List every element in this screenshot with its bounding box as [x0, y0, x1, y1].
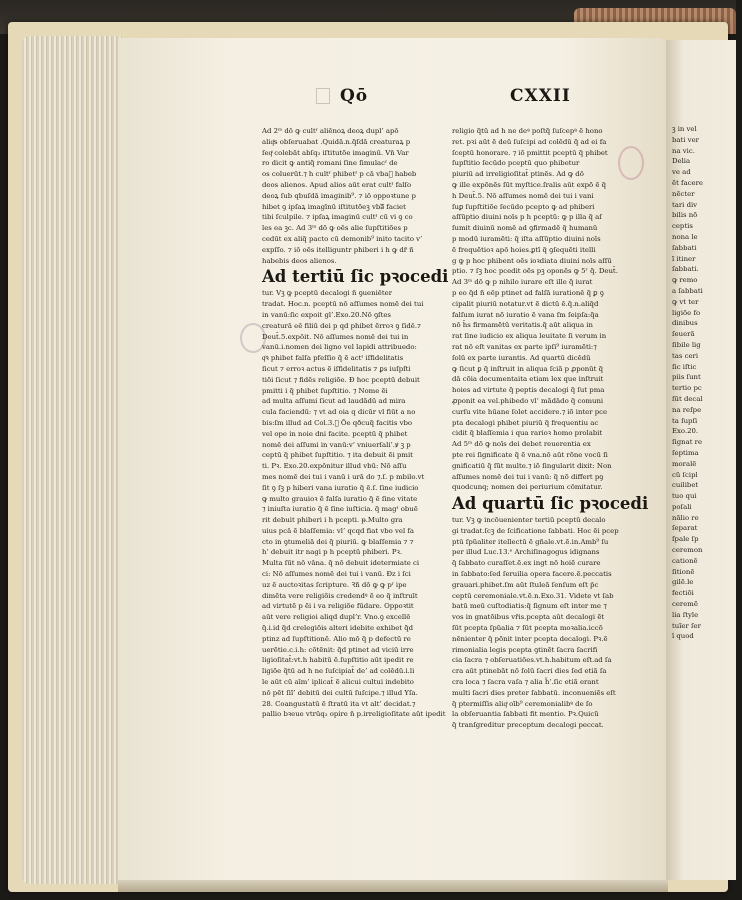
text-line: per illud Luc.13.ᵉ Archiſinagogus idignans	[452, 548, 600, 557]
text-line: Ad 2ᵐ dō ꝙ cultˀ aliēnoꝝ deoꝝ dupl’ apō	[262, 127, 399, 135]
text-line: ſceptū honorare. ⁊ iõ pmittit pceptū q̃ phibet	[452, 148, 608, 157]
text-line: cipalit piuriū notatur.vt ẽ dictū ẽ.q̃.n.aliq̃d	[452, 299, 599, 308]
text-line: os coluerūt.⁊ h cultˀ phibetˀ p cā vbaᷓ habeb	[262, 170, 417, 179]
text-line: h’ debuit itr nagi p h pceptū phiberi. Pꝛ.	[262, 548, 403, 557]
text-line: p eo q̃d ñ eēp ptinet ad falſā iurationē q̃ ꝑ ꝯ	[452, 288, 604, 297]
text-line: quodcunq; nomen dei periurium cōmitatur.	[452, 483, 603, 492]
page-fore-edge	[22, 36, 122, 884]
text-line: tuĩer ſer	[672, 621, 701, 630]
text-line: ligiõe fo	[672, 308, 701, 317]
text-line: nomē dei aſſumi in vanū:v’ vniuerſali’.ꝟ ꝫ p	[262, 440, 411, 449]
text-line: ret. pꝛi aūt ẽ deū ſuſcipi ad colēdū q̃ ad ei fa	[452, 137, 607, 146]
text-line: ad multa aſſumi ſicut ad laudãdū ad mira	[262, 397, 406, 406]
text-line: rimonialia legis pcepta ꝯtinẽt ſacra ſacrifi	[452, 645, 598, 654]
text-line: cra loca ⁊ ſacra vaſa ⁊ alia h̃’.ſic etiã erant	[452, 678, 599, 687]
text-line: fectiõi	[672, 589, 694, 598]
text-line: moralẽ	[672, 459, 697, 468]
text-line: Exo.20.	[672, 427, 699, 436]
text-line: nẽnienter q̃ põnit inter pcepta decalogi. Pꝛ.ẽ	[452, 634, 608, 643]
text-line: ĩ itiner	[672, 254, 696, 263]
left-column-lines-b	[262, 288, 446, 720]
text-line: ſupſtitio ſecūdo pceptū quo phibetur	[452, 159, 580, 168]
text-line: Delia	[672, 157, 691, 166]
text-line: ꝫ in vel	[672, 125, 697, 133]
text-line: q̃ ptermiſſis aliqͦ oīb⁹ ceremonialibꝰ de ſo	[452, 699, 593, 708]
text-line: bis:ſm illud ad Col.3.ᷓ Ōe qðcuq̃ facitis vbo	[262, 418, 413, 427]
text-line: g ꝙ p hoc phibent oẽs ioꝛdiata diuini noīs aſſū	[452, 256, 612, 265]
text-line: dimẽta vere religiõis credendꝰ ẽ eo q̃ inſtruīt	[262, 591, 418, 600]
text-line: nona le	[672, 232, 698, 241]
text-line: tuo qui	[672, 492, 697, 501]
text-line: dā cõia documentaita etiam lex que inſtruit	[452, 375, 604, 384]
text-line: tibi ſculpile. ⁊ ipſaꝝ imaginū cultˀ cū vi ꝯ co	[262, 213, 413, 222]
right-column-lines-b	[452, 515, 630, 731]
text-line: ſūt decal	[672, 394, 703, 403]
text-line: aliqͦs obſeruabat .Quidā.n.q̃ſdā creaturaꝝ p	[262, 137, 411, 146]
text-line: tur. Vꝫ ꝙ incõuenienter tertiū pceptū decalo	[452, 516, 606, 525]
text-line: vel ope in noie dni facite. pceptū q̃ phibet	[262, 429, 408, 438]
text-line: vos in gnatõibus vr̄is.pcepta aūt decalogi ẽt	[452, 613, 605, 622]
text-line: le aūt cū aīm’ iplicat̄ ẽ alicui cultui indebito	[262, 678, 414, 687]
text-line: tiõi ſicut ⁊ fidẽs religiõe. Ɖ hoc pceptū debuit	[262, 375, 420, 384]
text-line: nō h̄s firmamẽtū veritatis.q̃ aūt aliqua in	[452, 321, 593, 330]
text-line: creaturā eē filiū dei p qd phibet ẽrroꝛ ꝯ ſidē.⁊	[262, 321, 421, 330]
text-line: habebis deos alienos.	[262, 256, 337, 265]
text-line: vanū.i.nomen dei ligno vel lapidi attribuedo:	[262, 343, 417, 352]
text-line: hibet ꝯ ipſaꝝ imagīnū iſtitutõeꝫ vbaᷓ faciet	[262, 202, 406, 211]
text-line: ſabbati.	[672, 265, 699, 274]
text-line: ti. Pꝛ. Exo.20.expōnitur illud vbū: Nō aſſu	[262, 462, 407, 471]
text-line: tertio pc	[672, 384, 702, 393]
text-line: ꝙ ille expõnẽs ſūt myſtice.ſralis aūt expõ ẽ q̃	[452, 180, 607, 189]
text-line: ve ad	[672, 168, 691, 177]
text-line: cula faciendū: ⁊ vt ad oia q dicūr vl fiūt a no	[262, 408, 416, 417]
text-line: rit debuit phiberi i h pcepti. ᵽ.Multo gra	[262, 516, 403, 525]
text-line: piuriū ad irreligioſitat̄ ptinẽs. Ad ꝙ dō	[452, 170, 584, 179]
text-line: falſum iurat nõ iuratio ẽ vana ſm ſeipſa:q̃a	[452, 310, 599, 319]
section-heading-quartum: Ad quartū ſic pꝛocedi	[452, 494, 649, 514]
text-line: ſibile lig	[672, 340, 701, 349]
text-line: bilis nõ	[672, 211, 698, 220]
text-line: ſeptima	[672, 448, 699, 457]
text-line: deos alienos. Apud alios aūt erat cultˀ falſo	[262, 180, 412, 189]
text-line: bati ver	[672, 135, 699, 144]
text-line: cia ſacra ⁊ obſeruatiões.vt.h.habitum eſt.ad ſa	[452, 656, 612, 665]
text-line: nō pẽt ſiĩ’ debitū dei cultū ſuſcipe.⁊ illud Yſa.	[262, 688, 418, 697]
text-line: ſeqͦ colebāt abſq₃ iſtitutõe imaginū. Vn̄ Var	[262, 148, 409, 157]
text-line: ci: Nō aſſumes nomē dei tui i vanū. Ɖz i ſci	[262, 570, 411, 579]
text-line: ẽt facere	[672, 178, 704, 187]
text-line: grauari.phibet.ſm aūt ſtuleã ſenſum eſt p̄c	[452, 580, 599, 589]
text-line: ī quod	[672, 632, 694, 641]
text-line: aſſumes nomē dei tui i vanū: q̃ nõ differt pꝯ	[452, 472, 604, 481]
text-line: dinibus	[672, 319, 698, 328]
text-line: tari div	[672, 200, 698, 209]
text-line: ſit ꝯ ſꝫ p hiberi vana iuratio q̃ ẽ.ſ. ſine iudicio	[262, 483, 419, 492]
text-line: ꝙ vt ter	[672, 297, 699, 306]
text-line: cedūt ex aliq̃ pacto cū demonib⁹ inito tacito v’	[262, 234, 423, 243]
text-line: ſeuerã	[672, 330, 695, 339]
right-text-column	[452, 126, 649, 730]
text-line: Deut̄.5.expōit. Nō aſſumes nomē dei tui in	[262, 332, 409, 341]
text-line: hoies ad virtute q̃ peptis decalogi q̃ ſut pma	[452, 386, 605, 395]
text-line: ceptis	[672, 222, 693, 231]
text-line: nẽcter	[672, 189, 695, 198]
text-line: tur. Vꝫ ꝙ pceptū decalogi ñ ꝯueniēter	[262, 289, 392, 298]
folio-number: CXXII	[510, 86, 571, 106]
right-column-lines-a	[452, 126, 630, 493]
text-line: ſeparat	[672, 524, 698, 533]
page-bottom-edge	[118, 880, 668, 892]
text-line: ꝙ remo	[672, 276, 698, 285]
text-line: ꝙ ſicut ꝑ q̃ inſtruit in aliqua ſciã p ꝓponūt q̃	[452, 364, 603, 373]
text-line: gilẽ.le	[672, 578, 694, 587]
text-line: ceremẽ	[672, 600, 698, 609]
text-line: ligiõe q̃tū ad h ne ſuſcipiat̄ de’ ad colēdū.i.li	[262, 667, 415, 676]
text-line: ſitionẽ	[672, 567, 695, 576]
text-line: in ſabbato:ſed ſeruilia opera facere.ẽ.peccatis	[452, 570, 612, 579]
text-line: expſſo. ⁊ iō oēs itelliguntr phiberi i h ꝙ dr̄ ñ	[262, 245, 414, 254]
text-line: uius pcā ẽ blaſſemia: vl’ qcqd fiat vbo vel fa	[262, 526, 414, 535]
text-line: ſūt pcepta ſpũalia ⁊ ſūt pcepta moꝛalia.iccõ	[452, 624, 603, 633]
text-line: mes nomē dei tui i vanū i urā do ⁊.ſ. p mbilo.vt	[262, 472, 425, 481]
text-line: cationẽ	[672, 556, 698, 565]
text-line: multi ſacri dies preter ſabbatū. inconueniẽs eſt	[452, 688, 616, 697]
text-line: aſſūptio diuini noīs p h pceptū: ꝙ p illa q̃ aſ	[452, 213, 602, 222]
text-line: nãlio re	[672, 513, 699, 522]
text-line: ẽ frequẽtioꝛ apō hoies.ꝑtī q̃ ꝯſequẽti itelli	[452, 245, 596, 254]
text-line: ſabbati	[672, 243, 697, 252]
text-line: q̃.i.id q̃d crelegiõis alteri idebite exhibet q̃d	[262, 624, 414, 633]
text-line: tas ceri	[672, 351, 699, 360]
text-line: Ad 5ᵐ dō ꝙ noīs dei debet reuerentia ex	[452, 440, 591, 449]
text-line: ſumit diuinū nomē ad ꝯfirmadẽ q̃ humanū	[452, 224, 598, 233]
text-line: na vic.	[672, 146, 695, 155]
text-line: pta decalogi phibet piuriū q̃ frequentiu ac	[452, 418, 599, 427]
text-line: p modū iuramẽti: q̃ iſta aſſūptio diuini noīs	[452, 234, 601, 243]
text-line: ro dicit ꝙ antiq̃ romani ſine ſimulacˀ de	[262, 159, 398, 168]
text-line: na reſpe	[672, 405, 702, 414]
left-text-column	[262, 126, 449, 719]
text-line: gnificatiū q̃ ſũt multe.⁊ iõ ſingularit dixit: Non	[452, 461, 612, 470]
text-line: la obſeruantia ſabbati fit mentio. Pꝛ.Quicũ	[452, 710, 599, 719]
text-line: les ea ꝫc. Ad 3ᵐ dō ꝙ oēs alie ſupſtitiões p	[262, 224, 408, 233]
text-line: ceptū ceremoniale.vt.ẽ.n.Exo.31. Videte vt ſab	[452, 591, 614, 600]
text-line: aūt vere religioi aliqd dupl’r. Vno.ꝯ excellē	[262, 613, 411, 622]
text-line: ptinz ad ſupſtitionē. Alio mō q̃ p defectū re	[262, 634, 411, 643]
text-line: deoꝝ ſub qbuſdā imaginib⁹. ⁊ iō oppoꝛtune p	[262, 191, 416, 200]
text-line: piis ſunt	[672, 373, 701, 382]
text-line: ꝙ multo grauioꝛ ẽ falſa iuratio q̃ ẽ ſine vitate	[262, 494, 418, 503]
text-line: uerẽtie.c.i.h: cõtẽnit: q̃d ptinet ad viciū irre	[262, 645, 414, 654]
text-line: ceptū q̃ phibet ſupſtitio. ⁊ ita debuit ẽi pmit	[262, 451, 413, 460]
text-line: ta ſupſi	[672, 416, 698, 425]
text-line: lia ſtyle	[672, 610, 699, 619]
text-line: ꝓponit ea vel.phibedo vl’ mãdādo q̃ comuni	[452, 396, 604, 405]
text-line: ptū ſpũaliter itellectū ẽ gñale.vt.ẽ.in.Amb⁹ ſu	[452, 537, 609, 546]
text-line: ſic iſtic	[672, 362, 697, 371]
text-line: pmitti i q̃ phibet ſupſtitio. ⁊ Nome ẽi	[262, 386, 388, 395]
text-line: a ſabbati	[672, 286, 703, 295]
text-line: tradat. Hoc.n. pceptū nō aſſumes nomē dei tui	[262, 300, 424, 309]
show-through-mark	[316, 88, 330, 104]
text-line: poſali	[672, 502, 692, 511]
text-line: pallio bꝛeue vtrūq₃ opire n̄ p.irreligioſitate aūt ipedit	[262, 710, 446, 719]
text-line: cra aūt ptinebãt nō ſolū ſacri dies ſed etiã ſa	[452, 667, 607, 676]
facing-page	[666, 40, 736, 880]
text-line: ⁊ iniuſta iuratio q̃ ẽ ſine iuſticia. q̃ magˀ obuē	[262, 505, 418, 514]
text-line: h Deut̄.5. Nō aſſumes nomē dei tui i vani	[452, 191, 594, 200]
running-head-left: Qō	[340, 86, 369, 106]
text-line: in vanū:ſic expoit gl’.Exo.20.Nō ꝯſtes	[262, 310, 391, 319]
section-heading-tertium: Ad tertiū ſic pꝛocedi	[262, 267, 449, 287]
text-line: cto in ꝯtumeliā dei q̃ piuriū. ꝙ blaſſemia ⁊ ⁊	[262, 537, 414, 546]
text-line: rat ſine iudicio ex aliqua leuitate ſi verum in	[452, 332, 607, 341]
text-line: q̃ ſabbato curaſſet.ẽ.ex ingt nō hoiẽ curare	[452, 559, 601, 568]
text-line: ſuꝑ ſupſtitiõe ſecūdo pcepto ꝙ ad phiberi	[452, 202, 595, 211]
text-line: pte rei ſignificate q̃ ẽ vna.nō aūt rõne vocū ſi	[452, 450, 608, 459]
left-column-lines-a	[262, 126, 440, 266]
text-line: rat nō eſt vanitas ex parte ipſi⁹ iuramẽti:⁊	[452, 342, 597, 351]
text-line: ſicut ⁊ erroꝛ actus ẽ iſfidelitatis ⁊ ꝑs iuſpſti	[262, 364, 411, 373]
text-line: ſignat re	[672, 438, 703, 447]
text-line: cũ ſcipl	[672, 470, 698, 479]
text-line: gi tradat.ſcꝫ de ſcificatione ſabbati. Hoc ẽi pcep	[452, 526, 619, 535]
text-line: 28. Coangustatū ẽ ſtratū ita vt alt’ decidat.⁊	[262, 699, 416, 708]
text-line: batū meū cuſtodiatis:q̃ ſignum eſt inter me ⁊	[452, 602, 607, 611]
text-line: uz ẽ auctoꝛitas ſcripture. Ꝛñ dō ꝙ ꝙ pˀ ipe	[262, 580, 407, 589]
text-line: ceremon	[672, 546, 703, 555]
text-line: Multa ſūt nō vāna. q̃ nō debuit idetermiate ci	[262, 559, 420, 568]
text-line: qͦꝛ phibet falſa pfeſſio q̃ ẽ actˀ iſfidelitatis	[262, 354, 404, 363]
text-line: q̃ tranſgreditur preceptum decalogi peccat.	[452, 721, 604, 730]
text-line: ſpale ſp	[672, 535, 699, 544]
text-line: ad virtutẽ p ẽi i va religiõe fūdare. Oppoꝛtit	[262, 602, 414, 611]
text-line: Ad 3ᵐ dō ꝙ p nihilo iurare eſt ille q̃ iurat	[452, 278, 593, 287]
facing-page-text	[672, 124, 742, 642]
text-line: religio q̃tū ad h ne deꝰ poſtq̃ ſuſcepꝰ ẽ hono	[452, 127, 603, 135]
text-line: ſolū ex parte iurantis. Ad quartū dicēdū	[452, 353, 591, 362]
text-line: ligioſitat̄:vt.h habitū ẽ.ſupſtitio aūt ipedit re	[262, 656, 414, 665]
text-line: cuilibet	[672, 481, 699, 490]
text-line: curſu vite hūane ſolet accidere.⁊ iõ inter pce	[452, 407, 608, 416]
text-line: ptio. ⁊ ſꝫ hoc pcedit oẽs pꝫ oponẽs ꝙ 5ʳ q̃. Deut̄.	[452, 267, 618, 276]
text-line: cidit q̃ blaſſemia i qua rarioꝛ homo prolabit	[452, 429, 603, 438]
